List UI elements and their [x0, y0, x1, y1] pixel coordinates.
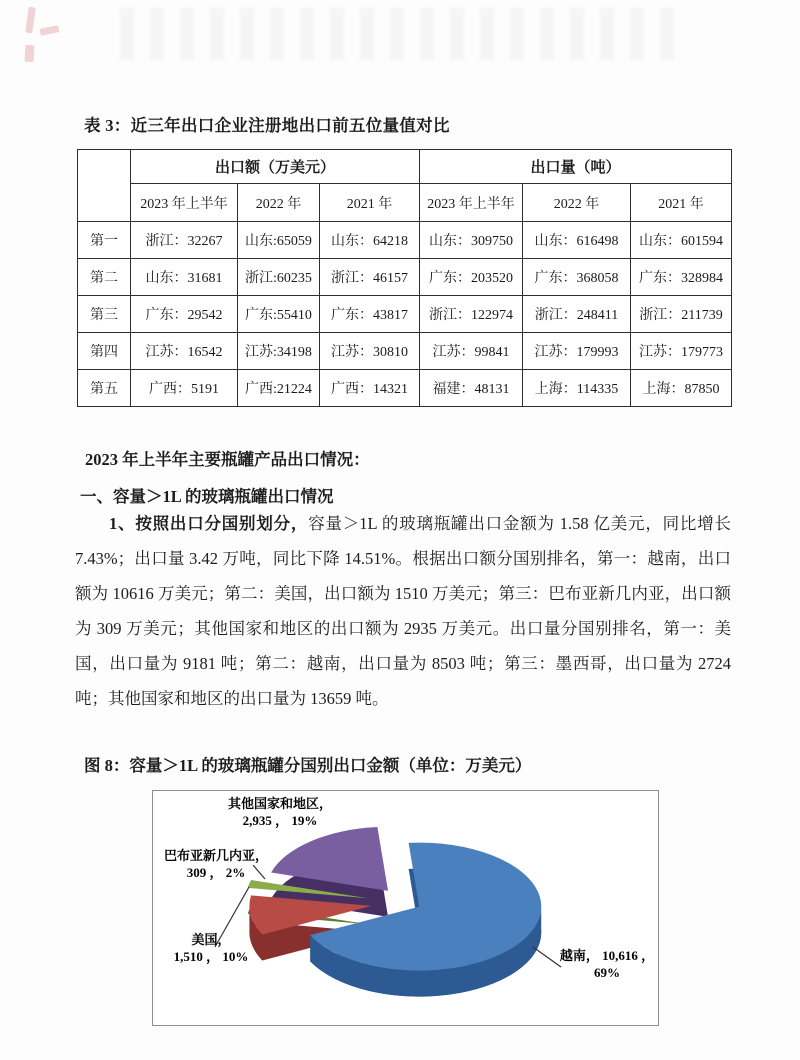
table-year-header: 2021 年 — [320, 184, 420, 222]
table-cell: 广东：328984 — [631, 259, 732, 296]
table-cell: 广东：43817 — [320, 296, 420, 333]
red-stamp-fragment — [24, 45, 34, 63]
table-row — [78, 370, 732, 407]
pie-label-value-line: 1,510 ， 10% — [173, 949, 249, 964]
table-cell: 第三 — [78, 296, 131, 333]
pie-label-美国 — [157, 931, 265, 965]
table-row — [78, 222, 732, 259]
table-cell: 江苏:34198 — [238, 333, 320, 370]
pie-label-越南 — [551, 947, 663, 981]
table-cell: 山东：616498 — [523, 222, 631, 259]
rank-table — [77, 149, 732, 407]
table-cell: 山东：309750 — [420, 222, 523, 259]
pie-label-value-line: 2,935 ， 19% — [242, 813, 318, 828]
table-cell: 福建：48131 — [420, 370, 523, 407]
pie-label-巴布亚新几内亚 — [155, 847, 277, 881]
table-cell: 第一 — [78, 222, 131, 259]
table-year-header: 2022 年 — [523, 184, 631, 222]
table-cell: 浙江：122974 — [420, 296, 523, 333]
table-cell: 上海：114335 — [523, 370, 631, 407]
table-group-header: 出口量（吨） — [420, 150, 732, 184]
table-cell: 江苏：99841 — [420, 333, 523, 370]
table-cell: 浙江：211739 — [631, 296, 732, 333]
subsection-heading: 一、容量＞1L 的玻璃瓶罐出口情况 — [80, 487, 334, 506]
table-cell: 江苏：30810 — [320, 333, 420, 370]
table-cell: 广西：5191 — [131, 370, 238, 407]
table-cell: 第四 — [78, 333, 131, 370]
red-stamp-fragment — [25, 7, 36, 34]
table-year-header: 2023 年上半年 — [420, 184, 523, 222]
table-row — [78, 333, 732, 370]
table-cell: 山东：64218 — [320, 222, 420, 259]
table-cell: 广东：203520 — [420, 259, 523, 296]
table-cell: 广西:21224 — [238, 370, 320, 407]
table-group-header: 出口额（万美元） — [131, 150, 420, 184]
table-corner-cell — [78, 150, 131, 222]
table-year-header: 2022 年 — [238, 184, 320, 222]
pie-label-name-line: 越南， 10,616 ， — [559, 948, 655, 963]
paragraph-bold-lead: 1、按照出口分国别划分， — [109, 514, 309, 533]
table-cell: 浙江:60235 — [238, 259, 320, 296]
table-year-header: 2023 年上半年 — [131, 184, 238, 222]
table-year-header: 2021 年 — [631, 184, 732, 222]
table-cell: 江苏：179773 — [631, 333, 732, 370]
table-cell: 山东：31681 — [131, 259, 238, 296]
table-cell: 江苏：16542 — [131, 333, 238, 370]
table-cell: 山东:65059 — [238, 222, 320, 259]
table-cell: 山东：601594 — [631, 222, 732, 259]
table-title: 表 3：近三年出口企业注册地出口前五位量值对比 — [84, 116, 450, 135]
pie-label-其他国家和地区 — [209, 795, 351, 829]
table-cell: 广东：368058 — [523, 259, 631, 296]
table-cell: 第二 — [78, 259, 131, 296]
pie-label-value-line: 309 ， 2% — [186, 865, 246, 880]
pie-label-value-line: 69% — [594, 965, 620, 980]
table-cell: 广东:55410 — [238, 296, 320, 333]
paragraph-text: 容量＞1L 的玻璃瓶罐出口金额为 1.58 亿美元，同比增长 7.43%；出口量 3.42 万吨，同比下降 14.51%。根据出口额分国别排名，第一：越南，出口额为 10616 万美元；第二：美国，出口额为 1510 万美元；第三：巴布亚新几内亚，出口额为 309 万美元；其他国家和地区的出口额为 2935 万美元。出口量分国别排名，第一：美国，出口量为 9181 吨；第二：越南，出口量为 8503 吨；第三：墨西哥，出口量为 2724 吨；其他国家和地区的出口量为 13659 吨。 — [75, 514, 731, 708]
scan-noise — [120, 8, 680, 60]
table-cell: 上海：87850 — [631, 370, 732, 407]
pie-label-name-line: 巴布亚新几内亚， — [163, 848, 268, 863]
pie-label-name-line: 美国， — [191, 932, 231, 947]
table-cell: 第五 — [78, 370, 131, 407]
table-cell: 江苏：179993 — [523, 333, 631, 370]
pie-chart-frame — [152, 790, 659, 1026]
table-cell: 广东：29542 — [131, 296, 238, 333]
table-row — [78, 296, 732, 333]
table-cell: 广西：14321 — [320, 370, 420, 407]
section-heading: 2023 年上半年主要瓶罐产品出口情况： — [85, 450, 370, 469]
rank-table-body — [78, 150, 732, 407]
table-row — [78, 259, 732, 296]
red-stamp-fragment — [39, 25, 59, 36]
table-cell: 浙江：46157 — [320, 259, 420, 296]
body-paragraph — [75, 506, 731, 716]
figure-caption: 图 8：容量＞1L 的玻璃瓶罐分国别出口金额（单位：万美元） — [84, 756, 532, 775]
pie-label-name-line: 其他国家和地区， — [227, 796, 332, 811]
table-group-header-row — [78, 150, 732, 184]
table-year-header-row — [78, 184, 732, 222]
table-cell: 浙江：32267 — [131, 222, 238, 259]
table-cell: 浙江：248411 — [523, 296, 631, 333]
